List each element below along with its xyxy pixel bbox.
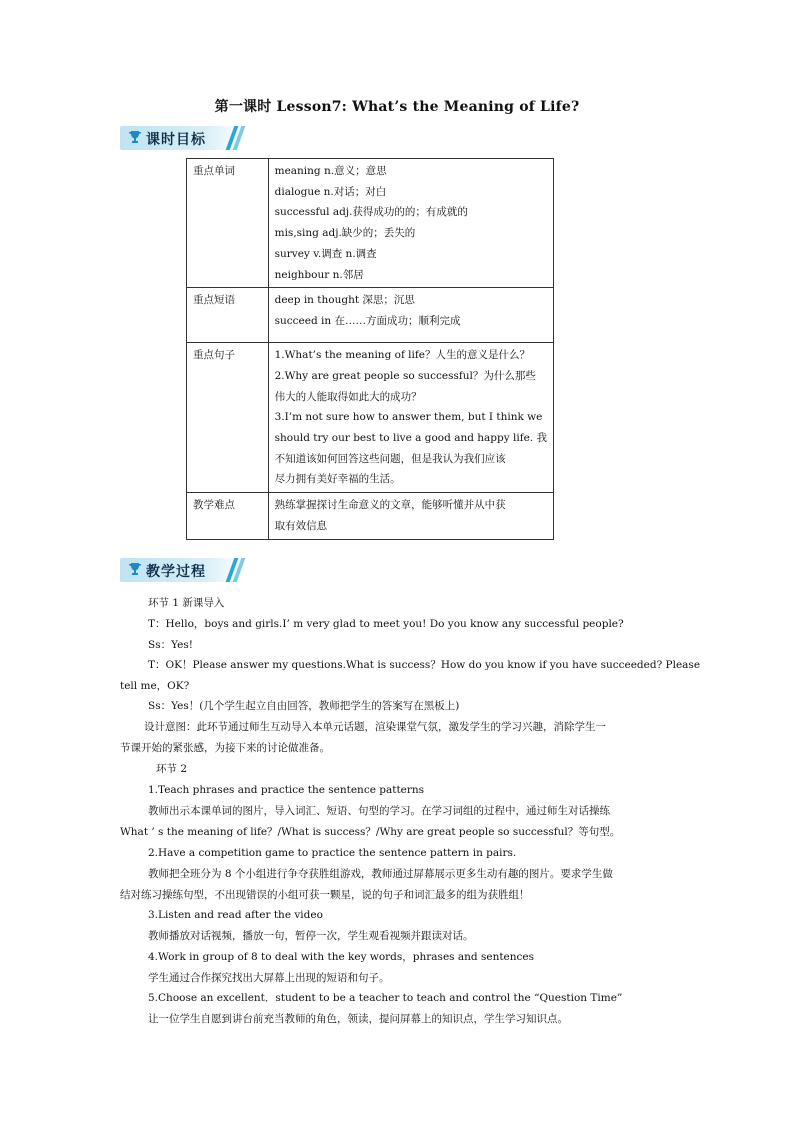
sentence-line: 不知道该如何回答这些问题，但是我认为我们应该 <box>274 452 506 465</box>
activity-text: 教师出示本课单词的图片，导入词汇、短语、句型的学习。在学习词组的过程中，通过师生对话操练 <box>148 805 610 817</box>
row-content <box>268 288 553 343</box>
activity-text-cont: What ’ s the meaning of life？/What is success？/Why are great people so successful？等句型。 <box>120 826 621 838</box>
trophy-icon <box>128 130 142 144</box>
step-heading: 环节 1 新课导入 <box>148 597 225 609</box>
row-header: 重点短语 <box>187 288 269 343</box>
phrase-line: succeed in 在……方面成功；顺利完成 <box>274 314 461 327</box>
activity-title: 3.Listen and read after the video <box>148 909 323 921</box>
row-header: 教学难点 <box>187 493 269 539</box>
dialogue-line-cont: tell me，OK? <box>120 680 190 692</box>
row-content <box>268 159 553 288</box>
vocab-line: meaning n.意义；意思 <box>274 165 387 177</box>
design-intent-cont: 节课开始的紧张感，为接下来的讨论做准备。 <box>120 742 330 754</box>
phrase-line: deep in thought 深思；沉思 <box>274 294 415 307</box>
table-row <box>187 288 554 343</box>
sentence-line: should try our best to live a good and happy life. 我 <box>274 432 547 445</box>
section-banner-goals <box>120 126 244 150</box>
table-row <box>187 343 554 493</box>
sentence-line: 1.What’s the meaning of life？人生的意义是什么？ <box>274 349 530 362</box>
dialogue-line: T：OK！Please answer my questions.What is success？How do you know if you have succeeded? Please <box>148 659 701 671</box>
activity-title: 4.Work in group of 8 to deal with the key words，phrases and sentences <box>148 951 535 963</box>
row-content <box>268 493 553 539</box>
vocab-line: survey v.调查 n.调查 <box>274 247 377 260</box>
row-header: 重点单词 <box>187 159 269 288</box>
difficulty-line: 取有效信息 <box>274 519 328 532</box>
activity-title: 1.Teach phrases and practice the sentence patterns <box>148 784 425 796</box>
activity-text: 教师播放对话视频，播放一句，暂停一次，学生观看视频并跟读对话。 <box>148 930 474 942</box>
trophy-icon <box>128 562 142 576</box>
row-content <box>268 343 553 493</box>
activity-text: 学生通过合作探究找出大屏幕上出现的短语和句子。 <box>148 972 390 984</box>
section-label-process: 教学过程 <box>146 564 206 580</box>
sentence-line: 伟大的人能取得如此大的成功？ <box>274 390 422 403</box>
activity-title: 5.Choose an excellent．student to be a teacher to teach and control the “Question Time” <box>148 992 623 1004</box>
dialogue-line: T：Hello，boys and girls.I’ m very glad to meet you! Do you know any successful people? <box>148 618 624 630</box>
activity-text: 教师把全班分为 8 个小组进行争夺获胜组游戏，教师通过屏幕展示更多生动有趣的图片。要求学生做 <box>148 868 613 880</box>
activity-title: 2.Have a competition game to practice the sentence pattern in pairs. <box>148 847 517 859</box>
vocab-line: successful adj.获得成功的的；有成就的 <box>274 206 468 219</box>
table-row <box>187 159 554 288</box>
lesson-goals-table <box>186 158 554 540</box>
design-intent: 设计意图：此环节通过师生互动导入本单元话题，渲染课堂气氛，激发学生的学习兴趣，消除学生一 <box>144 721 606 733</box>
vocab-line: mis,sing adj.缺少的；丢失的 <box>274 227 416 240</box>
section-banner-process <box>120 558 244 582</box>
page-title: 第一课时 Lesson7: What’s the Meaning of Life? <box>214 99 580 115</box>
vocab-line: dialogue n.对话；对白 <box>274 185 387 198</box>
difficulty-line: 熟练掌握探讨生命意义的文章，能够听懂并从中获 <box>274 499 506 512</box>
dialogue-line: Ss：Yes! <box>148 639 193 651</box>
step-heading: 环节 2 <box>156 763 188 775</box>
row-header: 重点句子 <box>187 343 269 493</box>
sentence-line: 3.I’m not sure how to answer them, but I think we <box>274 411 543 424</box>
dialogue-line: Ss：Yes！(几个学生起立自由回答，教师把学生的答案写在黑板上) <box>148 700 460 712</box>
sentence-line: 尽力拥有美好幸福的生活。 <box>274 473 401 486</box>
sentence-line: 2.Why are great people so successful？为什么那些 <box>274 369 536 382</box>
section-label-goals: 课时目标 <box>146 132 206 148</box>
vocab-line: neighbour n.邻居 <box>274 268 364 281</box>
activity-text-cont: 结对练习操练句型，不出现错误的小组可获一颗星，说的句子和词汇最多的组为获胜组！ <box>120 889 530 901</box>
table-row <box>187 493 554 539</box>
activity-text: 让一位学生自愿到讲台前充当教师的角色，领读，提问屏幕上的知识点，学生学习知识点。 <box>148 1013 568 1025</box>
